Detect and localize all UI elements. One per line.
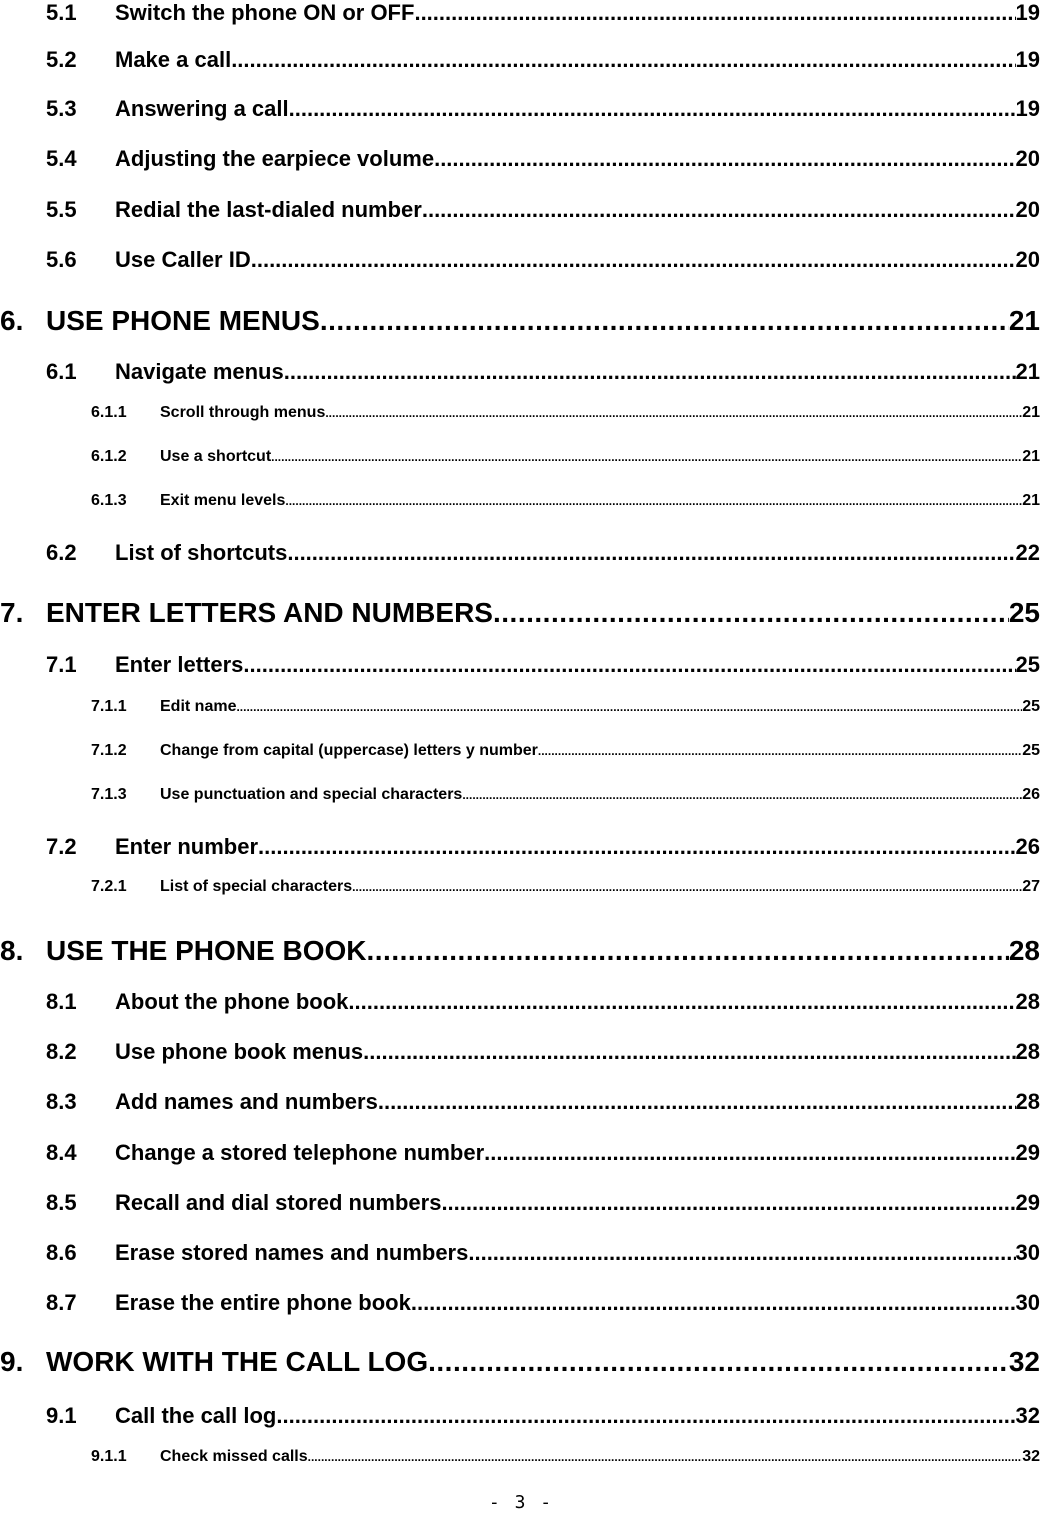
toc-title: USE PHONE MENUS [46, 305, 320, 336]
toc-title: Use a shortcut [160, 448, 272, 465]
toc-number: 7.1.2 [91, 742, 127, 759]
dot-leader [462, 786, 1022, 804]
toc-subentry[interactable] [91, 742, 1040, 764]
toc-title: Make a call [115, 47, 232, 72]
toc-entry[interactable] [46, 1190, 1040, 1218]
toc-title: ENTER LETTERS AND NUMBERS [46, 597, 493, 628]
toc-title: Scroll through menus [160, 404, 326, 421]
toc-page-number: 20 [1015, 247, 1040, 272]
toc-number: 8. [0, 935, 24, 966]
toc-page-number: 19 [1015, 0, 1040, 25]
dot-leader [378, 1089, 1016, 1115]
dot-leader [325, 404, 1022, 422]
toc-title: Use phone book menus [115, 1039, 364, 1064]
dot-leader [352, 878, 1022, 896]
toc-page-number: 20 [1015, 146, 1040, 171]
toc-number: 8.5 [46, 1190, 77, 1215]
toc-title: Use punctuation and special characters [160, 786, 463, 803]
toc-subentry[interactable] [91, 698, 1040, 720]
dot-leader [289, 96, 1016, 122]
toc-number: 6.1.1 [91, 404, 127, 421]
toc-entry[interactable] [46, 540, 1040, 568]
dot-leader [484, 1140, 1015, 1166]
page-number-footer: - 3 - [488, 1492, 554, 1513]
toc-page-number: 19 [1015, 47, 1040, 72]
toc-page-number: 25 [1022, 698, 1040, 715]
toc-entry[interactable] [46, 989, 1040, 1017]
dot-leader [538, 742, 1022, 760]
dot-leader [366, 935, 1008, 967]
toc-page-number: 26 [1022, 786, 1040, 803]
dot-leader [284, 359, 1016, 385]
toc-chapter-entry[interactable] [0, 305, 1040, 341]
toc-title: List of shortcuts [115, 540, 288, 565]
toc-entry[interactable] [46, 0, 1040, 28]
toc-title: Navigate menus [115, 359, 284, 384]
toc-entry[interactable] [46, 96, 1040, 124]
toc-page-number: 21 [1022, 492, 1040, 509]
toc-page-number: 20 [1015, 197, 1040, 222]
toc-number: 7.2.1 [91, 878, 127, 895]
dot-leader [422, 197, 1016, 223]
toc-entry[interactable] [46, 652, 1040, 680]
toc-title: Erase stored names and numbers [115, 1240, 469, 1265]
dot-leader [363, 1039, 1015, 1065]
toc-title: Enter number [115, 834, 259, 859]
toc-title: Adjusting the earpiece volume [115, 146, 435, 171]
toc-page-number: 26 [1015, 834, 1040, 859]
dot-leader [414, 0, 1015, 26]
toc-number: 5.1 [46, 0, 77, 25]
toc-page-number: 30 [1015, 1290, 1040, 1315]
toc-page-number: 28 [1015, 1039, 1040, 1064]
toc-entry[interactable] [46, 197, 1040, 225]
dot-leader [468, 1240, 1015, 1266]
toc-page-number: 28 [1015, 989, 1040, 1014]
toc-number: 6.1.3 [91, 492, 127, 509]
toc-number: 5.3 [46, 96, 77, 121]
toc-title: Erase the entire phone book [115, 1290, 411, 1315]
dot-leader [434, 146, 1015, 172]
toc-entry[interactable] [46, 834, 1040, 862]
toc-number: 5.5 [46, 197, 77, 222]
toc-number: 7. [0, 597, 24, 628]
dot-leader [308, 1448, 1023, 1466]
toc-number: 9.1 [46, 1403, 77, 1428]
toc-title: Add names and numbers [115, 1089, 378, 1114]
toc-entry[interactable] [46, 146, 1040, 174]
toc-number: 6. [0, 305, 24, 336]
toc-title: Switch the phone ON or OFF [115, 0, 415, 25]
toc-number: 5.4 [46, 146, 77, 171]
dot-leader [493, 597, 1009, 629]
toc-number: 6.1.2 [91, 448, 127, 465]
toc-title: Change from capital (uppercase) letters y number [160, 742, 538, 759]
toc-page-number: 27 [1022, 878, 1040, 895]
toc-page-number: 21 [1008, 305, 1040, 336]
toc-page-number: 32 [1015, 1403, 1040, 1428]
toc-number: 9. [0, 1346, 24, 1377]
toc-title: WORK WITH THE CALL LOG [46, 1346, 429, 1377]
toc-subentry[interactable] [91, 786, 1040, 808]
dot-leader [285, 492, 1022, 510]
toc-title: Use Caller ID [115, 247, 251, 272]
toc-number: 7.1 [46, 652, 77, 677]
toc-subentry[interactable] [91, 448, 1040, 470]
toc-chapter-entry[interactable] [0, 935, 1040, 971]
toc-subentry[interactable] [91, 404, 1040, 426]
toc-title: USE THE PHONE BOOK [46, 935, 367, 966]
toc-page-number: 29 [1015, 1190, 1040, 1215]
toc-page-number: 29 [1015, 1140, 1040, 1165]
toc-title: Change a stored telephone number [115, 1140, 485, 1165]
toc-number: 5.2 [46, 47, 77, 72]
dot-leader [320, 305, 1009, 337]
toc-chapter-entry[interactable] [0, 1346, 1040, 1382]
toc-number: 8.4 [46, 1140, 77, 1165]
toc-number: 6.1 [46, 359, 77, 384]
dot-leader [441, 1190, 1015, 1216]
dot-leader [243, 652, 1015, 678]
toc-number: 8.1 [46, 989, 77, 1014]
toc-number: 8.6 [46, 1240, 77, 1265]
toc-entry[interactable] [46, 247, 1040, 275]
toc-title: Check missed calls [160, 1448, 308, 1465]
toc-entry[interactable] [46, 1403, 1040, 1431]
toc-title: List of special characters [160, 878, 353, 895]
toc-page-number: 21 [1015, 359, 1040, 384]
toc-page-number: 28 [1008, 935, 1040, 966]
dot-leader [231, 47, 1015, 73]
dot-leader [428, 1346, 1009, 1378]
toc-page-number: 25 [1008, 597, 1040, 628]
dot-leader [348, 989, 1015, 1015]
toc-entry[interactable] [46, 359, 1040, 387]
toc-page-number: 21 [1022, 448, 1040, 465]
toc-number: 9.1.1 [91, 1448, 127, 1465]
dot-leader [258, 834, 1015, 860]
dot-leader [276, 1403, 1015, 1429]
toc-title: About the phone book [115, 989, 349, 1014]
dot-leader [236, 698, 1022, 716]
toc-number: 8.3 [46, 1089, 77, 1114]
toc-entry[interactable] [46, 1290, 1040, 1318]
toc-title: Recall and dial stored numbers [115, 1190, 442, 1215]
toc-page-number: 30 [1015, 1240, 1040, 1265]
toc-entry[interactable] [46, 1039, 1040, 1067]
toc-page-number: 21 [1022, 404, 1040, 421]
toc-number: 7.2 [46, 834, 77, 859]
dot-leader [251, 247, 1016, 273]
toc-subentry[interactable] [91, 878, 1040, 900]
toc-entry[interactable] [46, 1089, 1040, 1117]
toc-page-number: 25 [1022, 742, 1040, 759]
toc-title: Edit name [160, 698, 237, 715]
dot-leader [271, 448, 1022, 466]
toc-page-number: 32 [1008, 1346, 1040, 1377]
toc-number: 7.1.1 [91, 698, 127, 715]
toc-subentry[interactable] [91, 492, 1040, 514]
toc-number: 5.6 [46, 247, 77, 272]
toc-title: Enter letters [115, 652, 244, 677]
toc-number: 8.2 [46, 1039, 77, 1064]
toc-page-number: 25 [1015, 652, 1040, 677]
toc-entry[interactable] [46, 1240, 1040, 1268]
toc-page-number: 32 [1022, 1448, 1040, 1465]
toc-number: 7.1.3 [91, 786, 127, 803]
toc-chapter-entry[interactable] [0, 597, 1040, 633]
toc-number: 8.7 [46, 1290, 77, 1315]
toc-subentry[interactable] [91, 1448, 1040, 1470]
toc-title: Exit menu levels [160, 492, 286, 509]
dot-leader [411, 1290, 1016, 1316]
toc-title: Answering a call [115, 96, 289, 121]
toc-page-number: 28 [1015, 1089, 1040, 1114]
toc-title: Call the call log [115, 1403, 277, 1428]
toc-title: Redial the last-dialed number [115, 197, 422, 222]
dot-leader [287, 540, 1015, 566]
toc-number: 6.2 [46, 540, 77, 565]
toc-entry[interactable] [46, 1140, 1040, 1168]
toc-entry[interactable] [46, 47, 1040, 75]
toc-page-number: 22 [1015, 540, 1040, 565]
toc-page-number: 19 [1015, 96, 1040, 121]
